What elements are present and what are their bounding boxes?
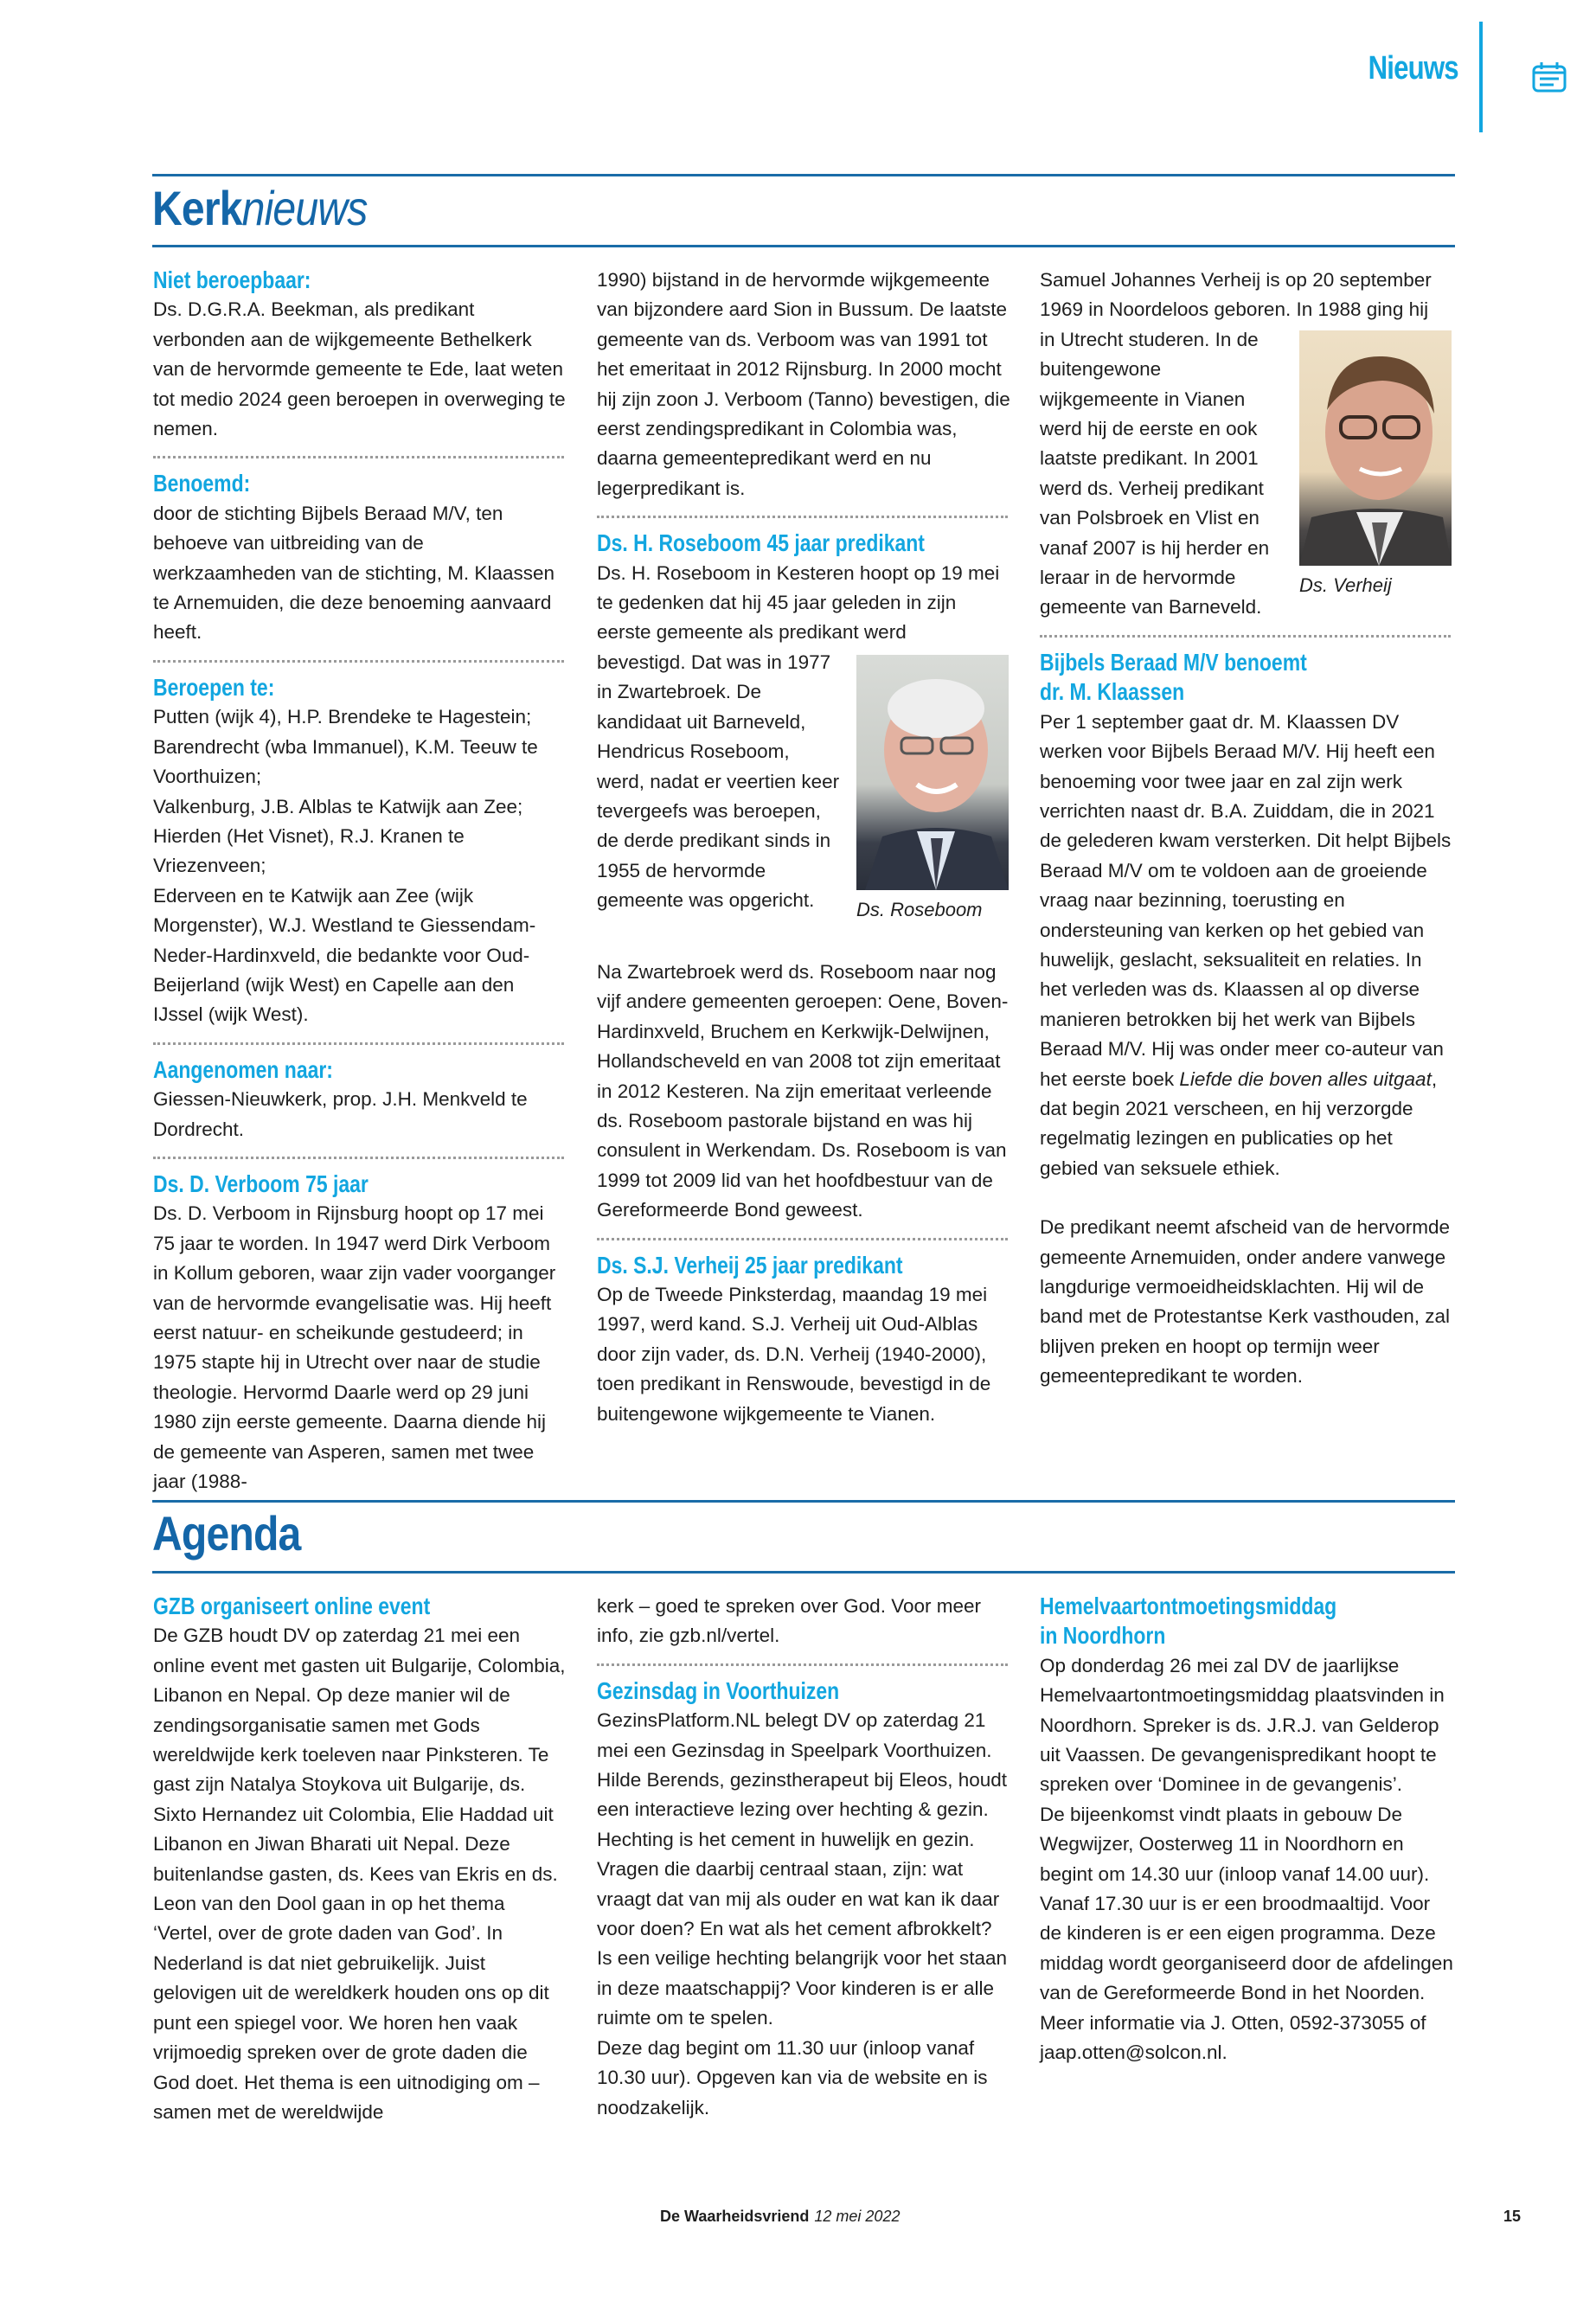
text-gezinsdag-2: Deze dag begint om 11.30 uur (inloop vanaf 10.30 uur). Opgeven kan via de website en is noodzakelijk.	[597, 2036, 988, 2118]
dotted-separator	[597, 1238, 1008, 1240]
kerknieuws-column-3	[1040, 266, 1453, 1392]
dotted-separator	[1040, 635, 1451, 638]
text-benoemd: door de stichting Bijbels Beraad M/V, ten behoeve van uitbreiding van de werkzaamheden van de stichting, M. Klaassen te Arnemuiden, die deze benoeming aanvaard heeft.	[153, 502, 554, 644]
heading-aangenomen: Aangenomen naar:	[153, 1055, 333, 1083]
heading-verheij: Ds. S.J. Verheij 25 jaar predikant	[597, 1251, 903, 1279]
photo-caption-verheij: Ds. Verheij	[1299, 574, 1392, 596]
heading-gzb: GZB organiseert online event	[153, 1593, 431, 1619]
beroepen-item: Valkenburg, J.B. Alblas te Katwijk aan Zee;	[153, 795, 523, 817]
dotted-separator	[153, 660, 564, 663]
portrait-illustration	[856, 655, 1009, 890]
agenda-title: Agenda	[152, 1506, 301, 1561]
photo-verheij	[1299, 330, 1453, 600]
text-roseboom-after: Na Zwartebroek werd ds. Roseboom naar nog vijf andere gemeenten geroepen: Oene, Boven-Hardinxveld, Bruchem en Kerkwijk-Delwijnen, Hollandscheveld en van 2008 tot zijn emeritaat in 2012 Kesteren. Na zijn emeritaat verleende ds. Roseboom pastorale bijstand en was hij consulent in Werkendam. Ds. Roseboom is van 1999 tot 2009 lid van het hoofdbestuur van de Gereformeerde Bond geweest.	[597, 960, 1009, 1221]
text-gezinsdag: GezinsPlatform.NL belegt DV op zaterdag 21 mei een Gezinsdag in Speelpark Voorthuizen. Hilde Berends, gezinstherapeut bij Eleos, houdt een interactieve lezing over hechting & gezin. Hechting is het cement in huwelijk en gezin. Vragen die daarbij centraal staan, zijn: wat vraagt dat van mij als ouder en wat kan ik daar voor doen? En wat als het cement afbrokkelt? Is een veilige hechting belangrijk voor het staan in deze maatschappij? Voor kinderen is er alle ruimte om te spelen.	[597, 1709, 1008, 2029]
portrait-roseboom	[856, 655, 1009, 890]
text-verheij-cont-intro: Samuel Johannes Verheij is op 20 september 1969 in Noordeloos geboren. In 1988 ging hij	[1040, 269, 1432, 321]
page-number: 15	[1503, 2208, 1522, 2225]
text-hemelvaart-2: De bijeenkomst vindt plaats in gebouw De Wegwijzer, Oosterweg 11 in Noordhorn en begint om 14.30 uur (inloop vanaf 14.00 uur). Vanaf 17.30 uur is er een broodmaaltijd. Voor de kinderen is er een eigen programma. Deze middag wordt georganiseerd door de afdelingen van de Gereformeerde Bond in het Noorden.	[1040, 1803, 1453, 2004]
agenda-column-2	[597, 1592, 1010, 2123]
text-verheij-cont-wrap: in Utrecht studeren. In de buitengewone wijkgemeente in Vianen werd hij de eerste en ook laatste predikant. In 2001 werd ds. Verheij predikant van Polsbroek en Vlist en vanaf 2007 is hij herder en leraar in de hervormde gemeente van Barneveld.	[1040, 328, 1270, 619]
dotted-separator	[597, 1663, 1008, 1666]
beroepen-item: Hierden (Het Visnet), R.J. Kranen te Vriezenveen;	[153, 824, 465, 877]
title-bold: Kerk	[152, 181, 242, 235]
text-gzb-part2: kerk – goed te spreken over God. Voor meer info, zie gzb.nl/vertel.	[597, 1595, 981, 1647]
header-divider	[1479, 22, 1483, 132]
text-verheij: Op de Tweede Pinksterdag, maandag 19 mei 1997, werd kand. S.J. Verheij uit Oud-Alblas door zijn vader, ds. D.N. Verheij (1940-2000), toen predikant in Renswoude, bevestigd in de buitengewone wijkgemeente te Vianen.	[597, 1283, 991, 1425]
dotted-separator	[597, 516, 1008, 518]
agenda-column-1	[153, 1592, 567, 2127]
agenda-rule-top	[152, 1500, 1455, 1503]
text-niet-beroepbaar: Ds. D.G.R.A. Beekman, als predikant verbonden aan de wijkgemeente Bethelkerk van de hervormde gemeente te Ede, laat weten tot medio 2024 geen beroepen in overweging te nemen.	[153, 298, 566, 440]
title-italic: nieuws	[241, 181, 368, 235]
photo-roseboom	[856, 655, 1010, 925]
text-klaassen-a: Per 1 september gaat dr. M. Klaassen DV werken voor Bijbels Beraad M/V. Hij heeft een benoeming voor twee jaar en zal zijn werk verrichten naast dr. B.A. Zuiddam, die in 2021 de gelederen kwam versterken. Dit helpt Bijbels Beraad M/V om te voldoen aan de groeiende vraag naar bezinning, toerusting en ondersteuning van kerken op het gebied van huwelijk, geslacht, seksualiteit en relaties. In het verleden was ds. Klaassen al op diverse manieren betrokken bij het werk van Bijbels Beraad M/V. Hij was onder meer co-auteur van het eerste boek	[1040, 710, 1452, 1090]
dotted-separator	[153, 456, 564, 458]
text-hemelvaart-3: Meer informatie via J. Otten, 0592-373055 of jaap.otten@solcon.nl.	[1040, 2011, 1426, 2064]
agenda-rule-bottom	[152, 1571, 1455, 1574]
beroepen-item: Ederveen en te Katwijk aan Zee (wijk Morgenster), W.J. Westland te Giessendam-Neder-Hardinxveld, die bedankte voor Oud-Beijerland (wijk West) en Capelle aan den IJssel (wijk West).	[153, 884, 536, 1026]
text-klaassen	[1040, 708, 1453, 1184]
publication-name: De Waarheidsvriend	[660, 2208, 810, 2225]
section-rule-bottom	[152, 245, 1455, 247]
heading-niet-beroepbaar: Niet beroepbaar:	[153, 266, 311, 293]
heading-gezinsdag: Gezinsdag in Voorthuizen	[597, 1676, 840, 1704]
heading-beroepen: Beroepen te:	[153, 673, 275, 701]
text-hemelvaart: Op donderdag 26 mei zal DV de jaarlijkse Hemelvaartontmoetingsmiddag plaatsvinden in Noordhorn. Spreker is ds. J.R.J. van Gelderop uit Vaassen. De gevangenispredikant hoopt te spreken over ‘Dominee in de gevangenis’.	[1040, 1654, 1445, 1796]
text-gzb-part1: De GZB houdt DV op zaterdag 21 mei een online event met gasten uit Bulgarije, Colombia, Libanon en Nepal. Op deze manier wil de zendingsorganisatie samen met Gods wereldwijde kerk toeleven naar Pinksteren. Te gast zijn Natalya Stoykova uit Bulgarije, ds. Sixto Hernandez uit Colombia, Elie Haddad uit Libanon en Jiwan Bharati uit Nepal. Deze buitenlandse gasten, ds. Kees van Ekris en ds. Leon van den Dool gaan in op het thema ‘Vertel, over de grote daden van God’. In Nederland is dat niet gebruikelijk. Juist gelovigen uit de wereldkerk houden ons op dit punt een spiegel voor. We horen hen vaak vrijmoedig spreken over de grote daden die God doet. Het thema is een uitnodiging om – samen met de wereldwijde	[153, 1625, 566, 2123]
calendar-icon	[1532, 61, 1567, 93]
section-rule-top	[152, 174, 1455, 176]
section-label: Nieuws	[1368, 50, 1458, 87]
dotted-separator	[153, 1042, 564, 1045]
text-klaassen-b: , dat begin 2021 verscheen, en hij verzorgde regelmatig lezingen en publicaties op het gebied van seksuele ethiek.	[1040, 1067, 1438, 1179]
heading-klaassen-line2: dr. M. Klaassen	[1040, 678, 1185, 706]
publication-date: 12 mei 2022	[814, 2208, 901, 2225]
agenda-column-3	[1040, 1592, 1453, 2068]
heading-benoemd: Benoemd:	[153, 470, 251, 497]
portrait-verheij	[1299, 330, 1452, 566]
photo-caption-roseboom: Ds. Roseboom	[856, 898, 983, 920]
text-roseboom-wrap: bevestigd. Dat was in 1977 in Zwartebroek. De kandidaat uit Barneveld, Hendricus Roseboom, werd, nadat er veertien keer tevergeefs was beroepen, de derde predikant sinds in 1955 de hervormde gemeente was opgericht.	[597, 651, 840, 912]
beroepen-item: Barendrecht (wba Immanuel), K.M. Teeuw te Voorthuizen;	[153, 735, 538, 788]
heading-hemelvaart-line2: in Noordhorn	[1040, 1622, 1166, 1650]
heading-roseboom: Ds. H. Roseboom 45 jaar predikant	[597, 529, 925, 557]
text-roseboom-intro: Ds. H. Roseboom in Kesteren hoopt op 19 mei te gedenken dat hij 45 jaar geleden in zijn eerste gemeente als predikant werd	[597, 561, 1000, 644]
text-verboom-part2: 1990) bijstand in de hervormde wijkgemeente van bijzondere aard Sion in Bussum. De laatste gemeente van ds. Verboom was van 1991 tot het emeritaat in 2012 Rijnsburg. In 2000 mocht hij zijn zoon J. Verboom (Tanno) bevestigen, die eerst zendingspredikant in Colombia was, daarna gemeentepredikant werd en nu legerpredikant is.	[597, 269, 1010, 499]
footer-publication	[660, 2208, 900, 2226]
portrait-illustration	[1299, 330, 1452, 566]
beroepen-item: Putten (wijk 4), H.P. Brendeke te Hagestein;	[153, 706, 532, 728]
text-aangenomen: Giessen-Nieuwkerk, prop. J.H. Menkveld te Dordrecht.	[153, 1088, 528, 1140]
heading-verboom: Ds. D. Verboom 75 jaar	[153, 1170, 369, 1197]
heading-klaassen-line1: Bijbels Beraad M/V benoemt	[1040, 648, 1307, 676]
kerknieuws-title	[152, 180, 367, 236]
kerknieuws-column-1	[153, 266, 567, 1497]
book-title: Liefde die boven alles uitgaat	[1179, 1067, 1432, 1090]
heading-hemelvaart-line1: Hemelvaartontmoetingsmiddag	[1040, 1593, 1337, 1619]
kerknieuws-column-2	[597, 266, 1010, 1429]
text-klaassen-para2: De predikant neemt afscheid van de hervormde gemeente Arnemuiden, onder andere vanwege langdurige vermoeidheidsklachten. Hij wil de band met de Protestantse Kerk vasthouden, zal blijven preken en hoopt op termijn weer gemeentepredikant te worden.	[1040, 1216, 1451, 1388]
dotted-separator	[153, 1157, 564, 1159]
text-verboom-part1: Ds. D. Verboom in Rijnsburg hoopt op 17 mei 75 jaar te worden. In 1947 werd Dirk Verboom in Kollum geboren, waar zijn vader voorganger van de hervormde evangelisatie was. Hij heeft eerst natuur- en scheikunde gestudeerd; in 1975 stapte hij in Utrecht over naar de studie theologie. Hervormd Daarle werd op 29 juni 1980 zijn eerste gemeente. Daarna diende hij de gemeente van Asperen, samen met twee jaar (1988-	[153, 1202, 556, 1493]
